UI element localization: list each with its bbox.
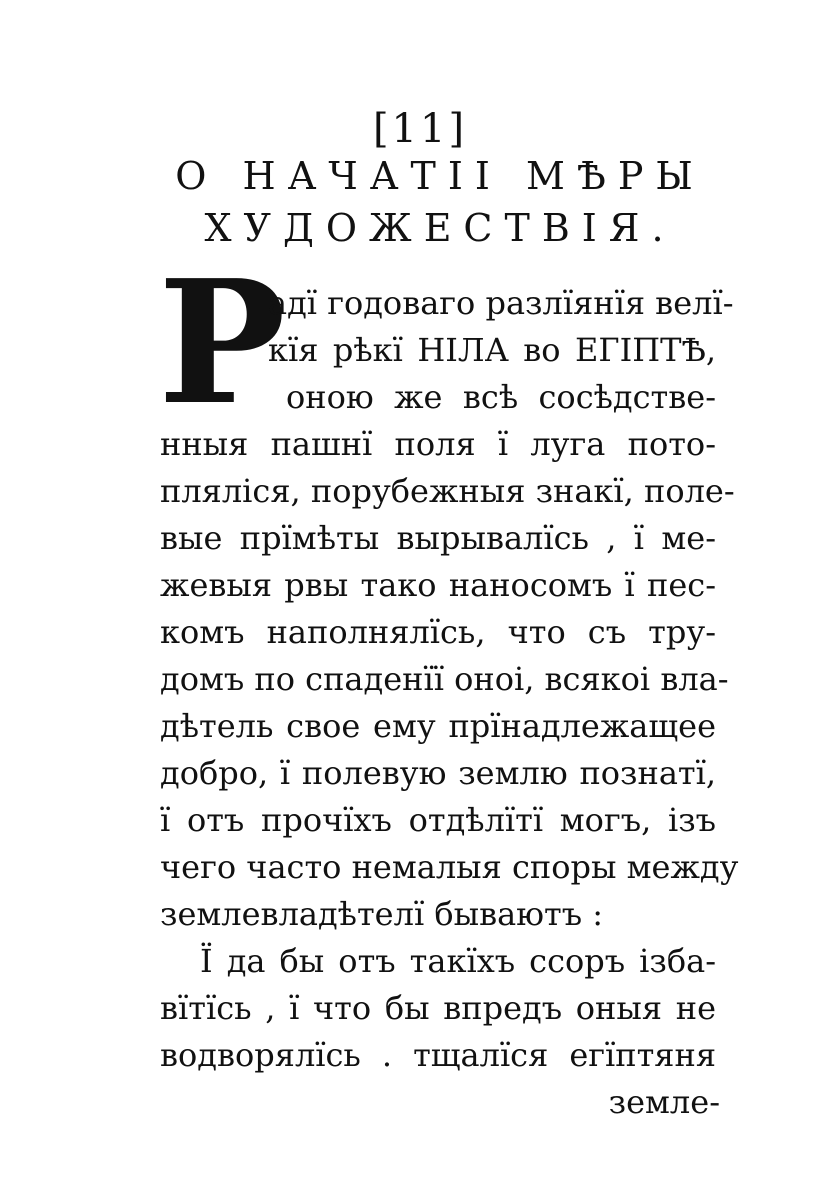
text-line-1: адї годоваго разлїянїя велї-: [268, 284, 734, 322]
text-line-3: оною же всѣ сосѣдствe-: [286, 378, 716, 416]
text-line-16: вїтїсь , ї что бы впредъ оныя не: [160, 989, 716, 1027]
text-line-4: нныя пашнї поля ї луга пото-: [160, 425, 716, 463]
text-line-9: домъ по спаденїї оноі, всякоі вла-: [160, 660, 729, 698]
text-line-2: кїя рѣкї НІЛА во ЕГІПТѢ,: [268, 331, 716, 369]
text-line-10: дѣтель свое ему прїнадлежащее: [160, 707, 716, 745]
text-line-14: землевладѣтелї бываютъ :: [160, 895, 604, 933]
drop-cap-letter: Р: [158, 243, 286, 443]
text-line-6: вые прїмѣты вырывалїсь , ї ме-: [160, 519, 716, 557]
text-line-7: жевыя рвы тако наносомъ ї пес-: [160, 566, 716, 604]
text-line-11: добро, ї полевую землю познатї,: [160, 754, 716, 792]
chapter-title-line-2: ХУДОЖЕСТВІЯ.: [204, 206, 676, 250]
catchword: земле-: [608, 1083, 720, 1121]
chapter-title-line-1: О НАЧАТІІ МѢРЫ: [175, 154, 705, 198]
page-number: [11]: [372, 106, 468, 152]
text-line-17: водворялїсь . тщалїся егїптяня: [160, 1036, 716, 1074]
text-line-8: комъ наполнялїсь, что съ тру-: [160, 613, 716, 651]
text-line-12: ї отъ прочїхъ отдѣлїтї могъ, ізъ: [160, 801, 716, 839]
text-line-13: чего часто немалыя споры между: [160, 848, 739, 886]
text-line-15: Ї да бы отъ такїхъ ссоръ ізба-: [200, 942, 716, 980]
chapter-title: [150, 150, 730, 254]
text-line-5: пляліся, порубежныя знакї, поле-: [160, 472, 735, 510]
